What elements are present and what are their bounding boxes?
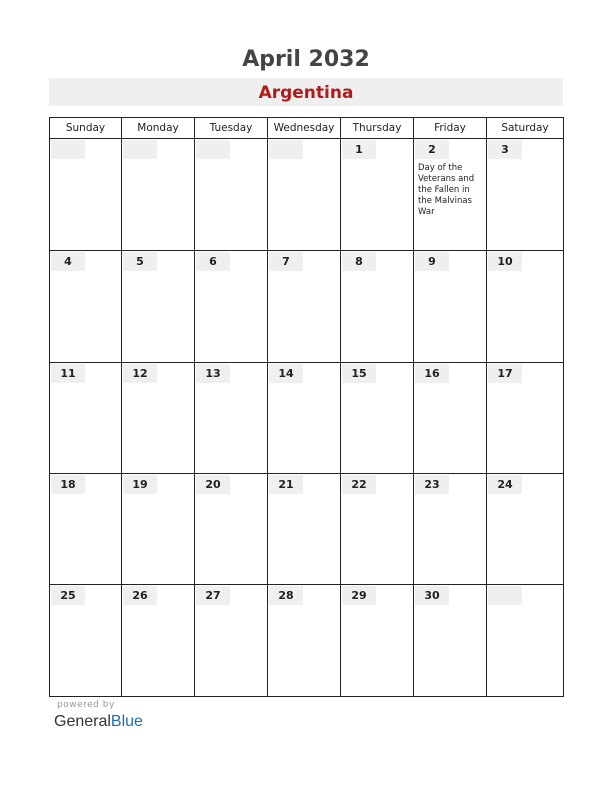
day-number: 13 <box>196 364 230 383</box>
weekday-header: Tuesday <box>195 118 268 139</box>
day-cell <box>122 474 195 585</box>
weekday-header: Wednesday <box>268 118 341 139</box>
day-cell <box>122 585 195 696</box>
day-cell <box>50 585 122 696</box>
day-cell <box>414 139 487 251</box>
page-title: April 2032 <box>242 47 370 72</box>
day-cell <box>268 474 341 585</box>
day-number: 27 <box>196 586 230 605</box>
day-cell <box>195 251 268 363</box>
day-number: 18 <box>51 475 85 494</box>
day-number <box>123 140 157 159</box>
day-number: 30 <box>415 586 449 605</box>
day-number: 26 <box>123 586 157 605</box>
day-number: 29 <box>342 586 376 605</box>
day-cell <box>341 585 414 696</box>
day-cell <box>50 251 122 363</box>
day-cell <box>195 139 268 251</box>
day-number: 6 <box>196 252 230 271</box>
day-cell <box>122 251 195 363</box>
day-number: 16 <box>415 364 449 383</box>
day-cell <box>122 363 195 474</box>
weekday-header: Friday <box>414 118 487 139</box>
day-number: 14 <box>269 364 303 383</box>
day-cell <box>195 363 268 474</box>
day-number: 21 <box>269 475 303 494</box>
day-cell <box>268 251 341 363</box>
day-cell <box>341 474 414 585</box>
day-number <box>51 140 85 159</box>
day-cell <box>487 139 563 251</box>
day-number: 9 <box>415 252 449 271</box>
day-cell <box>414 363 487 474</box>
day-number: 23 <box>415 475 449 494</box>
day-cell <box>195 474 268 585</box>
day-cell <box>50 474 122 585</box>
day-cell <box>487 251 563 363</box>
weekday-header: Thursday <box>341 118 414 139</box>
day-cell <box>414 251 487 363</box>
country-name: Argentina <box>258 83 354 103</box>
day-cell <box>268 363 341 474</box>
day-cell <box>341 363 414 474</box>
day-number: 15 <box>342 364 376 383</box>
day-number: 28 <box>269 586 303 605</box>
day-cell <box>414 585 487 696</box>
day-number: 1 <box>342 140 376 159</box>
day-cell <box>414 474 487 585</box>
day-number: 25 <box>51 586 85 605</box>
brand-logo <box>54 713 143 731</box>
day-number <box>488 586 522 605</box>
day-cell <box>341 251 414 363</box>
day-cell <box>50 139 122 251</box>
day-number: 22 <box>342 475 376 494</box>
day-cell <box>50 363 122 474</box>
day-number: 19 <box>123 475 157 494</box>
day-cell <box>487 585 563 696</box>
day-number: 20 <box>196 475 230 494</box>
day-number: 11 <box>51 364 85 383</box>
brand-blue: Blue <box>110 713 143 730</box>
day-number: 2 <box>415 140 449 159</box>
day-number: 4 <box>51 252 85 271</box>
day-number: 12 <box>123 364 157 383</box>
day-number: 24 <box>488 475 522 494</box>
calendar-grid <box>49 117 564 697</box>
day-number <box>196 140 230 159</box>
day-number: 10 <box>488 252 522 271</box>
day-cell <box>122 139 195 251</box>
weekday-header: Monday <box>122 118 195 139</box>
day-cell <box>487 474 563 585</box>
day-number <box>269 140 303 159</box>
weekday-header: Sunday <box>50 118 122 139</box>
day-number: 5 <box>123 252 157 271</box>
holiday-label: Day of the Veterans and the Fallen in the Malvinas War <box>418 163 475 217</box>
powered-by-label: powered by <box>57 700 115 710</box>
day-cell <box>268 139 341 251</box>
day-cell <box>195 585 268 696</box>
weekday-header: Saturday <box>487 118 563 139</box>
day-number: 17 <box>488 364 522 383</box>
day-number: 7 <box>269 252 303 271</box>
day-cell <box>268 585 341 696</box>
brand-general: General <box>54 713 111 730</box>
day-number: 8 <box>342 252 376 271</box>
day-cell <box>341 139 414 251</box>
day-cell <box>487 363 563 474</box>
day-number: 3 <box>488 140 522 159</box>
